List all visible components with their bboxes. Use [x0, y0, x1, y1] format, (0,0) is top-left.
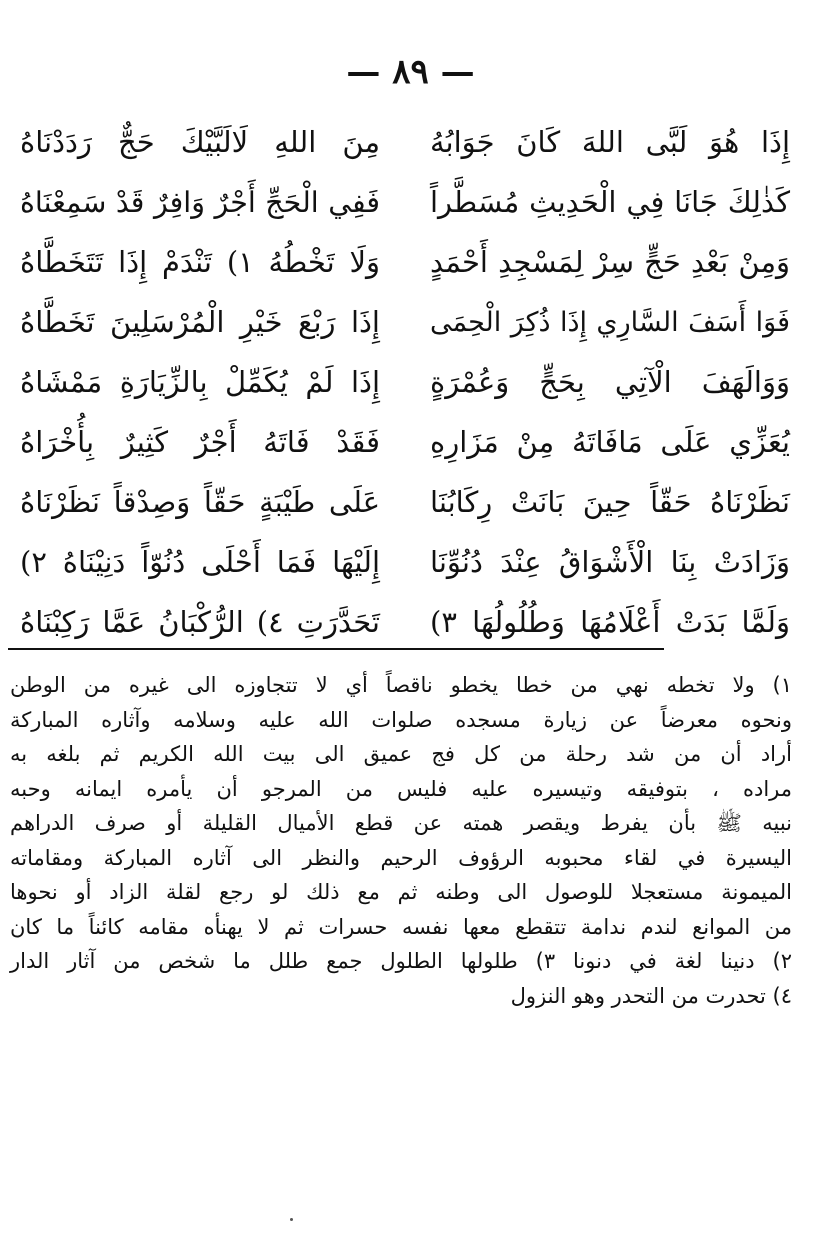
verse-left-hemistich: فَفِي الْحَجِّ أَجْرٌ وَافِرٌ قَدْ سَمِعْنَاهُ	[20, 185, 380, 219]
verse-left-hemistich: فَقَدْ فَاتَهُ أَجْرٌ كَثِيرٌ بِأُخْرَاهُ	[20, 425, 380, 459]
verse-right-hemistich: كَذٰلِكَ جَانَا فِي الْحَدِيثِ مُسَطَّراً	[430, 185, 790, 219]
verse-left-hemistich: عَلَى طَيْبَةٍ حَقّاً وَصِدْقاً نَظَرْنَاهُ	[20, 485, 380, 519]
verse-line	[20, 412, 790, 472]
page-number: — ٨٩ —	[346, 52, 475, 92]
verse-left-hemistich: إِذَا رَبْعَ خَيْرِ الْمُرْسَلِينَ تَخَطَّاهُ	[20, 305, 380, 339]
verse-right-hemistich: وَمِنْ بَعْدِ حَجٍّ سِرْ لِمَسْجِدِ أَحْمَدٍ	[430, 245, 790, 279]
verse-left-hemistich: وَلَا تَخْطُهُ ١) تَنْدَمْ إِذَا تَتَخَطَّاهُ	[20, 245, 381, 279]
verse-line	[20, 292, 790, 352]
verse-right-hemistich: إِذَا هُوَ لَبَّى اللهَ كَانَ جَوَابُهُ	[430, 125, 790, 159]
verse-right-hemistich: وَوَالَهَفَ الْآتِي بِحَجٍّ وَعُمْرَةٍ	[430, 365, 790, 399]
footnote-divider	[8, 648, 664, 650]
verse-line	[20, 172, 790, 232]
verse-line	[20, 472, 790, 532]
poem	[20, 112, 790, 652]
verse-right-hemistich: وَلَمَّا بَدَتْ أَعْلَامُهَا وَطُلُولُهَا ٣)	[430, 605, 790, 639]
footnote-line: مراده ، بتوفيقه وتيسيره عليه فليس من المرجو أن يأمره ايمانه وحبه	[10, 776, 792, 801]
footnote-line: ونحوه معرضاً عن زيارة مسجده صلوات الله عليه وسلامه وآثاره المباركة	[10, 707, 792, 732]
footnote-line: اليسيرة في لقاء محبوبه الرؤوف الرحيم والنظر الى آثاره المباركة ومقاماته	[10, 845, 792, 870]
verse-left-hemistich: إِذَا لَمْ يُكَمِّلْ بِالزِّيَارَةِ مَمْشَاهُ	[20, 365, 380, 399]
ink-speck	[290, 1218, 293, 1221]
footnote-line: نبيه ﷺ بأن يفرط ويقصر همته عن قطع الأميال القليلة أو صرف الدراهم	[10, 811, 792, 835]
footnote-line: ٢) دنينا لغة في دنونا ٣) طلولها الطلول جمع طلل ما شخص من آثار الدار	[10, 949, 792, 973]
verse-line	[20, 352, 790, 412]
verse-left-hemistich: مِنَ اللهِ لَالَبَّيْكَ حَجٌّ رَدَدْنَاهُ	[20, 125, 380, 159]
footnote-line: ٤) تحدرت من التحدر وهو النزول	[510, 983, 792, 1008]
verse-right-hemistich: نَظَرْنَاهُ حَقّاً حِينَ بَانَتْ رِكَابُنَا	[430, 485, 790, 519]
footnote-line: من الموانع لندم ندامة تتقطع معها نفسه حسرات ثم لا يهنأه مقامه كائناً ما كان	[10, 914, 792, 939]
verse-line	[20, 532, 790, 592]
footnote-line: الميمونة مستعجلا للوصول الى وطنه ثم مع ذلك لو رجع لقلة الزاد أو نحوها	[10, 880, 792, 904]
verse-right-hemistich: يُعَزِّي عَلَى مَافَاتَهُ مِنْ مَزَارِهِ	[430, 425, 790, 459]
verse-line	[20, 112, 790, 172]
verse-left-hemistich: إِلَيْهَا فَمَا أَحْلَى دُنُوّاً دَنِيْنَاهُ ٢)	[20, 545, 380, 579]
verse-left-hemistich: تَحَدَّرَتِ ٤) الرُّكْبَانُ عَمَّا رَكِبْنَاهُ	[20, 605, 380, 639]
footnote-line: أراد أن من شد رحلة من كل فج عميق الى بيت الله الكريم ثم بلغه به	[10, 742, 792, 766]
verse-line	[20, 232, 790, 292]
verse-line	[20, 592, 790, 652]
verse-right-hemistich: فَوَا أَسَفَ السَّارِي إِذَا ذُكِرَ الْحِمَى	[430, 306, 790, 338]
verse-right-hemistich: وَزَادَتْ بِنَا الْأَشْوَاقُ عِنْدَ دُنُوِّنَا	[430, 545, 790, 579]
footnote-line: ١) ولا تخطه نهي من خطا يخطو ناقصاً أي لا تتجاوزه الى غيره من الوطن	[10, 673, 792, 697]
footnotes	[10, 668, 792, 1013]
